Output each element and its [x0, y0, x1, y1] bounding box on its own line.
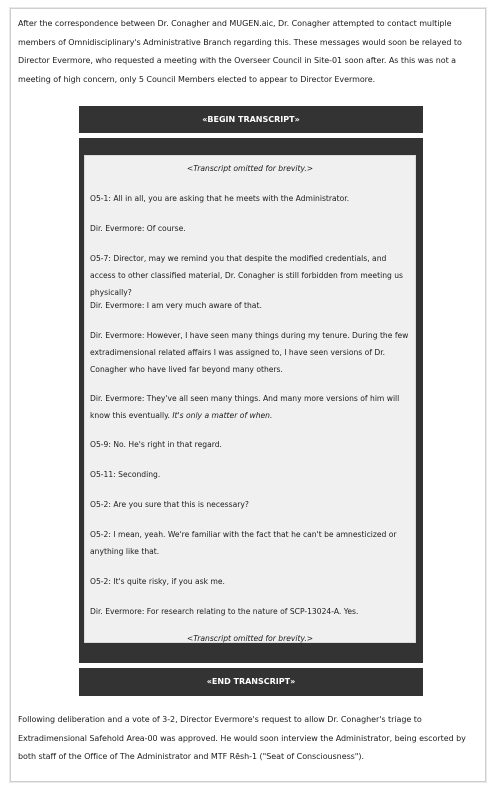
transcript-line: Dir. Evermore: For research relating to the nature of SCP-13024-A. Yes.: [90, 607, 359, 616]
outro-paragraph: Following deliberation and a vote of 3-2, Director Evermore's request to allow Dr. Conagher's triage to Extradimensional Safehold Area-00 was approved. He would soon interview the Administrator, being escorted by both staff of the Office of The Administrator and MTF Rēsh-1 ("Seat of Consciousness").: [18, 715, 466, 761]
transcript-line-text: Dir. Evermore: They've all seen many things. And many more versions of him will know this eventually.: [90, 394, 400, 420]
transcript-line: O5-9: No. He's right in that regard.: [90, 440, 222, 449]
omitted-note-top: <Transcript omitted for brevity.>: [186, 164, 314, 173]
omitted-note-bottom: <Transcript omitted for brevity.>: [186, 634, 314, 643]
transcript-line-emphasis: It's only a matter of when.: [172, 411, 273, 420]
transcript-line: O5-2: Are you sure that this is necessary?: [90, 500, 249, 509]
transcript-line: Dir. Evermore: I am very much aware of that.: [90, 301, 262, 310]
transcript-line: O5-1: All in all, you are asking that he meets with the Administrator.: [90, 194, 350, 203]
document-page: [10, 8, 486, 782]
transcript-line: O5-2: I mean, yeah. We're familiar with the fact that he can't be amnesticized or anything like that.: [90, 530, 397, 556]
transcript-line: O5-7: Director, may we remind you that despite the modified credentials, and access to other classified material, Dr. Conagher is still forbidden from meeting us physically?: [90, 254, 404, 297]
transcript-content: [84, 155, 416, 643]
intro-paragraph: After the correspondence between Dr. Conagher and MUGEN.aic, Dr. Conagher attempted to contact multiple members of Omnidisciplinary's Administrative Branch regarding this. These messages would soon be relayed to Director Evermore, who requested a meeting with the Overseer Council in Site-01 soon after. As this was not a meeting of high concern, only 5 Council Members elected to appear to Director Evermore.: [18, 19, 462, 84]
begin-transcript-header: «BEGIN TRANSCRIPT»: [79, 106, 423, 133]
transcript-line: Dir. Evermore: Of course.: [90, 224, 186, 233]
transcript-line: [90, 390, 410, 424]
end-transcript-header: «END TRANSCRIPT»: [79, 668, 423, 696]
transcript-line: Dir. Evermore: However, I have seen many things during my tenure. During the few extradimensional related affairs I was assigned to, I have seen versions of Dr. Conagher who have lived far beyond many others.: [90, 331, 409, 374]
transcript-line: O5-11: Seconding.: [90, 470, 161, 479]
transcript-block: [79, 138, 423, 663]
transcript-line: O5-2: It's quite risky, if you ask me.: [90, 577, 225, 586]
